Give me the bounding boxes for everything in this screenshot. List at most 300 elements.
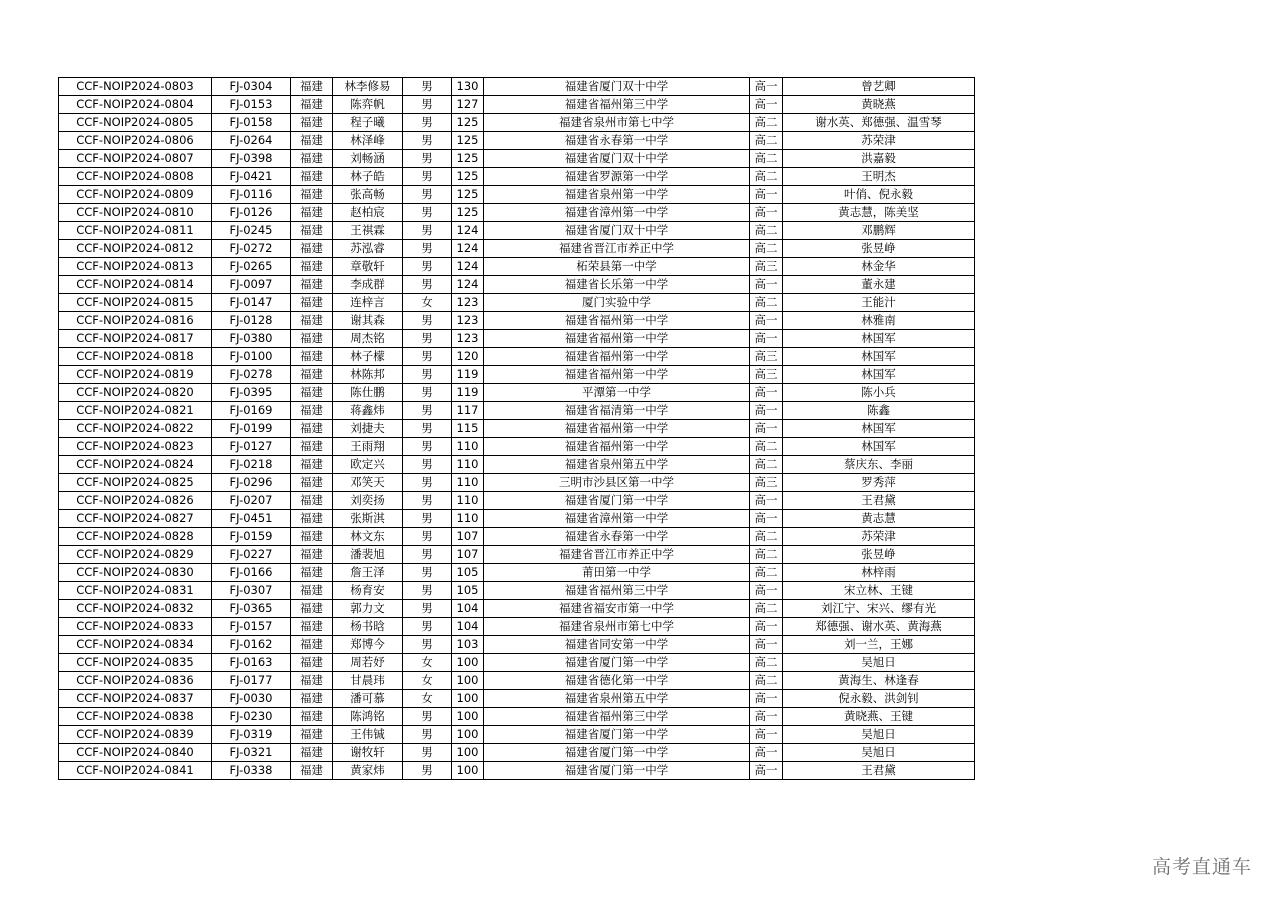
name-cell: 谢其森 (333, 312, 403, 330)
registration-id-cell: CCF-NOIP2024-0816 (59, 312, 212, 330)
coach-cell: 黄志慧，陈美坚 (783, 204, 975, 222)
gender-cell: 男 (403, 726, 452, 744)
province-cell: 福建 (291, 240, 333, 258)
province-cell: 福建 (291, 744, 333, 762)
exam-id-cell: FJ-0265 (212, 258, 291, 276)
registration-id-cell: CCF-NOIP2024-0834 (59, 636, 212, 654)
name-cell: 苏泓睿 (333, 240, 403, 258)
exam-id-cell: FJ-0307 (212, 582, 291, 600)
grade-cell: 高一 (750, 402, 783, 420)
gender-cell: 男 (403, 384, 452, 402)
school-cell: 福建省泉州第五中学 (484, 456, 750, 474)
grade-cell: 高二 (750, 222, 783, 240)
exam-id-cell: FJ-0116 (212, 186, 291, 204)
province-cell: 福建 (291, 258, 333, 276)
gender-cell: 男 (403, 348, 452, 366)
school-cell: 福建省厦门第一中学 (484, 744, 750, 762)
score-cell: 104 (452, 618, 484, 636)
registration-id-cell: CCF-NOIP2024-0840 (59, 744, 212, 762)
coach-cell: 谢水英、郑德强、温雪琴 (783, 114, 975, 132)
coach-cell: 苏荣津 (783, 132, 975, 150)
registration-id-cell: CCF-NOIP2024-0831 (59, 582, 212, 600)
school-cell: 福建省厦门第一中学 (484, 726, 750, 744)
table-row (59, 384, 975, 402)
school-cell: 福建省福州第一中学 (484, 420, 750, 438)
coach-cell: 林雅南 (783, 312, 975, 330)
exam-id-cell: FJ-0166 (212, 564, 291, 582)
gender-cell: 女 (403, 672, 452, 690)
gender-cell: 女 (403, 654, 452, 672)
province-cell: 福建 (291, 294, 333, 312)
exam-id-cell: FJ-0398 (212, 150, 291, 168)
grade-cell: 高二 (750, 456, 783, 474)
score-cell: 105 (452, 564, 484, 582)
score-cell: 100 (452, 654, 484, 672)
gender-cell: 男 (403, 366, 452, 384)
table-row (59, 132, 975, 150)
province-cell: 福建 (291, 204, 333, 222)
exam-id-cell: FJ-0278 (212, 366, 291, 384)
score-cell: 123 (452, 330, 484, 348)
exam-id-cell: FJ-0159 (212, 528, 291, 546)
coach-cell: 郑德强、谢水英、黄海燕 (783, 618, 975, 636)
score-cell: 110 (452, 438, 484, 456)
province-cell: 福建 (291, 582, 333, 600)
name-cell: 李成群 (333, 276, 403, 294)
name-cell: 周若妤 (333, 654, 403, 672)
grade-cell: 高一 (750, 636, 783, 654)
exam-id-cell: FJ-0128 (212, 312, 291, 330)
table-row (59, 438, 975, 456)
coach-cell: 黄志慧 (783, 510, 975, 528)
grade-cell: 高一 (750, 420, 783, 438)
score-cell: 124 (452, 222, 484, 240)
province-cell: 福建 (291, 492, 333, 510)
province-cell: 福建 (291, 510, 333, 528)
province-cell: 福建 (291, 132, 333, 150)
score-cell: 127 (452, 96, 484, 114)
table-row (59, 708, 975, 726)
exam-id-cell: FJ-0321 (212, 744, 291, 762)
exam-id-cell: FJ-0169 (212, 402, 291, 420)
table-row (59, 204, 975, 222)
grade-cell: 高三 (750, 474, 783, 492)
exam-id-cell: FJ-0395 (212, 384, 291, 402)
table-row (59, 114, 975, 132)
score-cell: 123 (452, 312, 484, 330)
name-cell: 林子皓 (333, 168, 403, 186)
coach-cell: 刘江宁、宋兴、缪有光 (783, 600, 975, 618)
registration-id-cell: CCF-NOIP2024-0803 (59, 78, 212, 96)
table-row (59, 744, 975, 762)
exam-id-cell: FJ-0365 (212, 600, 291, 618)
registration-id-cell: CCF-NOIP2024-0805 (59, 114, 212, 132)
name-cell: 甘晨玮 (333, 672, 403, 690)
exam-id-cell: FJ-0272 (212, 240, 291, 258)
school-cell: 福建省厦门第一中学 (484, 654, 750, 672)
registration-id-cell: CCF-NOIP2024-0836 (59, 672, 212, 690)
table-row (59, 258, 975, 276)
registration-id-cell: CCF-NOIP2024-0810 (59, 204, 212, 222)
school-cell: 福建省厦门双十中学 (484, 150, 750, 168)
table-row (59, 492, 975, 510)
score-cell: 117 (452, 402, 484, 420)
name-cell: 周杰铭 (333, 330, 403, 348)
grade-cell: 高一 (750, 276, 783, 294)
score-cell: 125 (452, 186, 484, 204)
registration-id-cell: CCF-NOIP2024-0815 (59, 294, 212, 312)
score-cell: 125 (452, 132, 484, 150)
coach-cell: 罗秀萍 (783, 474, 975, 492)
registration-id-cell: CCF-NOIP2024-0819 (59, 366, 212, 384)
province-cell: 福建 (291, 186, 333, 204)
exam-id-cell: FJ-0163 (212, 654, 291, 672)
name-cell: 王祺霖 (333, 222, 403, 240)
coach-cell: 张昱峥 (783, 546, 975, 564)
coach-cell: 吴旭日 (783, 726, 975, 744)
registration-id-cell: CCF-NOIP2024-0822 (59, 420, 212, 438)
school-cell: 三明市沙县区第一中学 (484, 474, 750, 492)
table-row (59, 276, 975, 294)
results-table (58, 77, 975, 780)
gender-cell: 男 (403, 636, 452, 654)
school-cell: 福建省同安第一中学 (484, 636, 750, 654)
exam-id-cell: FJ-0127 (212, 438, 291, 456)
exam-id-cell: FJ-0030 (212, 690, 291, 708)
coach-cell: 吴旭日 (783, 654, 975, 672)
grade-cell: 高二 (750, 240, 783, 258)
coach-cell: 林国军 (783, 348, 975, 366)
coach-cell: 王君黛 (783, 492, 975, 510)
coach-cell: 林金华 (783, 258, 975, 276)
school-cell: 福建省福州第三中学 (484, 708, 750, 726)
table-row (59, 330, 975, 348)
table-row (59, 312, 975, 330)
name-cell: 陈鸿铭 (333, 708, 403, 726)
school-cell: 平潭第一中学 (484, 384, 750, 402)
school-cell: 福建省泉州第一中学 (484, 186, 750, 204)
table-row (59, 186, 975, 204)
registration-id-cell: CCF-NOIP2024-0804 (59, 96, 212, 114)
score-cell: 124 (452, 258, 484, 276)
registration-id-cell: CCF-NOIP2024-0808 (59, 168, 212, 186)
gender-cell: 男 (403, 402, 452, 420)
school-cell: 厦门实验中学 (484, 294, 750, 312)
province-cell: 福建 (291, 150, 333, 168)
school-cell: 福建省福州第三中学 (484, 96, 750, 114)
coach-cell: 林梓雨 (783, 564, 975, 582)
registration-id-cell: CCF-NOIP2024-0825 (59, 474, 212, 492)
coach-cell: 蔡庆东、李丽 (783, 456, 975, 474)
coach-cell: 王明杰 (783, 168, 975, 186)
score-cell: 100 (452, 708, 484, 726)
grade-cell: 高二 (750, 294, 783, 312)
province-cell: 福建 (291, 600, 333, 618)
registration-id-cell: CCF-NOIP2024-0830 (59, 564, 212, 582)
province-cell: 福建 (291, 384, 333, 402)
registration-id-cell: CCF-NOIP2024-0820 (59, 384, 212, 402)
school-cell: 福建省福州第一中学 (484, 312, 750, 330)
score-cell: 110 (452, 492, 484, 510)
name-cell: 郑博今 (333, 636, 403, 654)
score-cell: 100 (452, 690, 484, 708)
province-cell: 福建 (291, 366, 333, 384)
registration-id-cell: CCF-NOIP2024-0807 (59, 150, 212, 168)
gender-cell: 男 (403, 600, 452, 618)
results-table-container (58, 77, 975, 780)
gender-cell: 男 (403, 276, 452, 294)
table-row (59, 456, 975, 474)
table-row (59, 294, 975, 312)
table-row (59, 582, 975, 600)
exam-id-cell: FJ-0380 (212, 330, 291, 348)
registration-id-cell: CCF-NOIP2024-0841 (59, 762, 212, 780)
registration-id-cell: CCF-NOIP2024-0824 (59, 456, 212, 474)
grade-cell: 高一 (750, 186, 783, 204)
name-cell: 杨书晗 (333, 618, 403, 636)
exam-id-cell: FJ-0218 (212, 456, 291, 474)
registration-id-cell: CCF-NOIP2024-0814 (59, 276, 212, 294)
exam-id-cell: FJ-0338 (212, 762, 291, 780)
school-cell: 福建省厦门双十中学 (484, 222, 750, 240)
gender-cell: 女 (403, 294, 452, 312)
grade-cell: 高三 (750, 366, 783, 384)
grade-cell: 高一 (750, 690, 783, 708)
registration-id-cell: CCF-NOIP2024-0813 (59, 258, 212, 276)
coach-cell: 陈鑫 (783, 402, 975, 420)
gender-cell: 男 (403, 564, 452, 582)
gender-cell: 男 (403, 420, 452, 438)
table-row (59, 726, 975, 744)
grade-cell: 高二 (750, 564, 783, 582)
table-row (59, 528, 975, 546)
coach-cell: 黄晓燕、王键 (783, 708, 975, 726)
table-row (59, 366, 975, 384)
registration-id-cell: CCF-NOIP2024-0818 (59, 348, 212, 366)
name-cell: 林子檬 (333, 348, 403, 366)
grade-cell: 高二 (750, 150, 783, 168)
name-cell: 林陈邦 (333, 366, 403, 384)
table-row (59, 402, 975, 420)
exam-id-cell: FJ-0421 (212, 168, 291, 186)
province-cell: 福建 (291, 636, 333, 654)
table-row (59, 240, 975, 258)
coach-cell: 吴旭日 (783, 744, 975, 762)
registration-id-cell: CCF-NOIP2024-0839 (59, 726, 212, 744)
grade-cell: 高二 (750, 528, 783, 546)
school-cell: 福建省福安市第一中学 (484, 600, 750, 618)
province-cell: 福建 (291, 654, 333, 672)
province-cell: 福建 (291, 114, 333, 132)
name-cell: 邓笑天 (333, 474, 403, 492)
province-cell: 福建 (291, 420, 333, 438)
score-cell: 119 (452, 384, 484, 402)
grade-cell: 高一 (750, 726, 783, 744)
exam-id-cell: FJ-0296 (212, 474, 291, 492)
coach-cell: 陈小兵 (783, 384, 975, 402)
gender-cell: 男 (403, 330, 452, 348)
province-cell: 福建 (291, 78, 333, 96)
school-cell: 福建省永春第一中学 (484, 528, 750, 546)
school-cell: 福建省泉州市第七中学 (484, 114, 750, 132)
grade-cell: 高一 (750, 204, 783, 222)
gender-cell: 男 (403, 150, 452, 168)
grade-cell: 高一 (750, 582, 783, 600)
exam-id-cell: FJ-0227 (212, 546, 291, 564)
table-row (59, 636, 975, 654)
gender-cell: 女 (403, 690, 452, 708)
name-cell: 陈弈帆 (333, 96, 403, 114)
grade-cell: 高一 (750, 96, 783, 114)
grade-cell: 高二 (750, 168, 783, 186)
name-cell: 潘裴旭 (333, 546, 403, 564)
province-cell: 福建 (291, 528, 333, 546)
province-cell: 福建 (291, 330, 333, 348)
watermark-text: 高考直通车 (1151, 856, 1252, 878)
grade-cell: 高二 (750, 132, 783, 150)
table-row (59, 150, 975, 168)
table-row (59, 78, 975, 96)
coach-cell: 黄海生、林逢春 (783, 672, 975, 690)
name-cell: 林泽峰 (333, 132, 403, 150)
registration-id-cell: CCF-NOIP2024-0828 (59, 528, 212, 546)
registration-id-cell: CCF-NOIP2024-0823 (59, 438, 212, 456)
name-cell: 谢牧轩 (333, 744, 403, 762)
exam-id-cell: FJ-0177 (212, 672, 291, 690)
table-row (59, 600, 975, 618)
province-cell: 福建 (291, 168, 333, 186)
score-cell: 120 (452, 348, 484, 366)
score-cell: 107 (452, 546, 484, 564)
grade-cell: 高一 (750, 762, 783, 780)
exam-id-cell: FJ-0319 (212, 726, 291, 744)
exam-id-cell: FJ-0230 (212, 708, 291, 726)
province-cell: 福建 (291, 726, 333, 744)
exam-id-cell: FJ-0157 (212, 618, 291, 636)
score-cell: 103 (452, 636, 484, 654)
registration-id-cell: CCF-NOIP2024-0821 (59, 402, 212, 420)
gender-cell: 男 (403, 312, 452, 330)
name-cell: 连梓言 (333, 294, 403, 312)
coach-cell: 宋立林、王键 (783, 582, 975, 600)
name-cell: 陈仕鹏 (333, 384, 403, 402)
gender-cell: 男 (403, 78, 452, 96)
coach-cell: 黄晓燕 (783, 96, 975, 114)
grade-cell: 高一 (750, 510, 783, 528)
exam-id-cell: FJ-0264 (212, 132, 291, 150)
grade-cell: 高二 (750, 546, 783, 564)
table-row (59, 474, 975, 492)
province-cell: 福建 (291, 546, 333, 564)
score-cell: 125 (452, 168, 484, 186)
exam-id-cell: FJ-0158 (212, 114, 291, 132)
name-cell: 潘可慕 (333, 690, 403, 708)
gender-cell: 男 (403, 258, 452, 276)
name-cell: 程子曦 (333, 114, 403, 132)
table-row (59, 96, 975, 114)
name-cell: 林文东 (333, 528, 403, 546)
table-row (59, 762, 975, 780)
score-cell: 100 (452, 672, 484, 690)
name-cell: 林李修易 (333, 78, 403, 96)
gender-cell: 男 (403, 582, 452, 600)
gender-cell: 男 (403, 492, 452, 510)
exam-id-cell: FJ-0162 (212, 636, 291, 654)
score-cell: 100 (452, 726, 484, 744)
coach-cell: 张昱峥 (783, 240, 975, 258)
school-cell: 福建省厦门第一中学 (484, 762, 750, 780)
grade-cell: 高二 (750, 600, 783, 618)
province-cell: 福建 (291, 348, 333, 366)
gender-cell: 男 (403, 618, 452, 636)
score-cell: 100 (452, 762, 484, 780)
school-cell: 福建省厦门第一中学 (484, 492, 750, 510)
name-cell: 詹王泽 (333, 564, 403, 582)
coach-cell: 倪永毅、洪剑钊 (783, 690, 975, 708)
coach-cell: 邓鹏辉 (783, 222, 975, 240)
table-row (59, 690, 975, 708)
table-row (59, 222, 975, 240)
registration-id-cell: CCF-NOIP2024-0812 (59, 240, 212, 258)
name-cell: 王雨翔 (333, 438, 403, 456)
name-cell: 章敬轩 (333, 258, 403, 276)
score-cell: 125 (452, 150, 484, 168)
name-cell: 王伟铖 (333, 726, 403, 744)
gender-cell: 男 (403, 762, 452, 780)
coach-cell: 董永建 (783, 276, 975, 294)
registration-id-cell: CCF-NOIP2024-0838 (59, 708, 212, 726)
coach-cell: 洪嘉毅 (783, 150, 975, 168)
gender-cell: 男 (403, 438, 452, 456)
grade-cell: 高一 (750, 384, 783, 402)
coach-cell: 王能汁 (783, 294, 975, 312)
registration-id-cell: CCF-NOIP2024-0833 (59, 618, 212, 636)
score-cell: 124 (452, 276, 484, 294)
gender-cell: 男 (403, 96, 452, 114)
table-row (59, 618, 975, 636)
gender-cell: 男 (403, 222, 452, 240)
registration-id-cell: CCF-NOIP2024-0827 (59, 510, 212, 528)
results-table-body (59, 78, 975, 780)
score-cell: 119 (452, 366, 484, 384)
table-row (59, 348, 975, 366)
name-cell: 赵柏宸 (333, 204, 403, 222)
exam-id-cell: FJ-0245 (212, 222, 291, 240)
exam-id-cell: FJ-0126 (212, 204, 291, 222)
school-cell: 福建省福清第一中学 (484, 402, 750, 420)
score-cell: 124 (452, 240, 484, 258)
name-cell: 蒋鑫炜 (333, 402, 403, 420)
score-cell: 125 (452, 114, 484, 132)
gender-cell: 男 (403, 546, 452, 564)
grade-cell: 高二 (750, 654, 783, 672)
province-cell: 福建 (291, 564, 333, 582)
school-cell: 福建省泉州市第七中学 (484, 618, 750, 636)
province-cell: 福建 (291, 276, 333, 294)
registration-id-cell: CCF-NOIP2024-0809 (59, 186, 212, 204)
name-cell: 杨育安 (333, 582, 403, 600)
grade-cell: 高一 (750, 78, 783, 96)
gender-cell: 男 (403, 132, 452, 150)
registration-id-cell: CCF-NOIP2024-0837 (59, 690, 212, 708)
table-row (59, 564, 975, 582)
coach-cell: 林国军 (783, 438, 975, 456)
school-cell: 柘荣县第一中学 (484, 258, 750, 276)
exam-id-cell: FJ-0100 (212, 348, 291, 366)
province-cell: 福建 (291, 762, 333, 780)
registration-id-cell: CCF-NOIP2024-0806 (59, 132, 212, 150)
grade-cell: 高一 (750, 312, 783, 330)
